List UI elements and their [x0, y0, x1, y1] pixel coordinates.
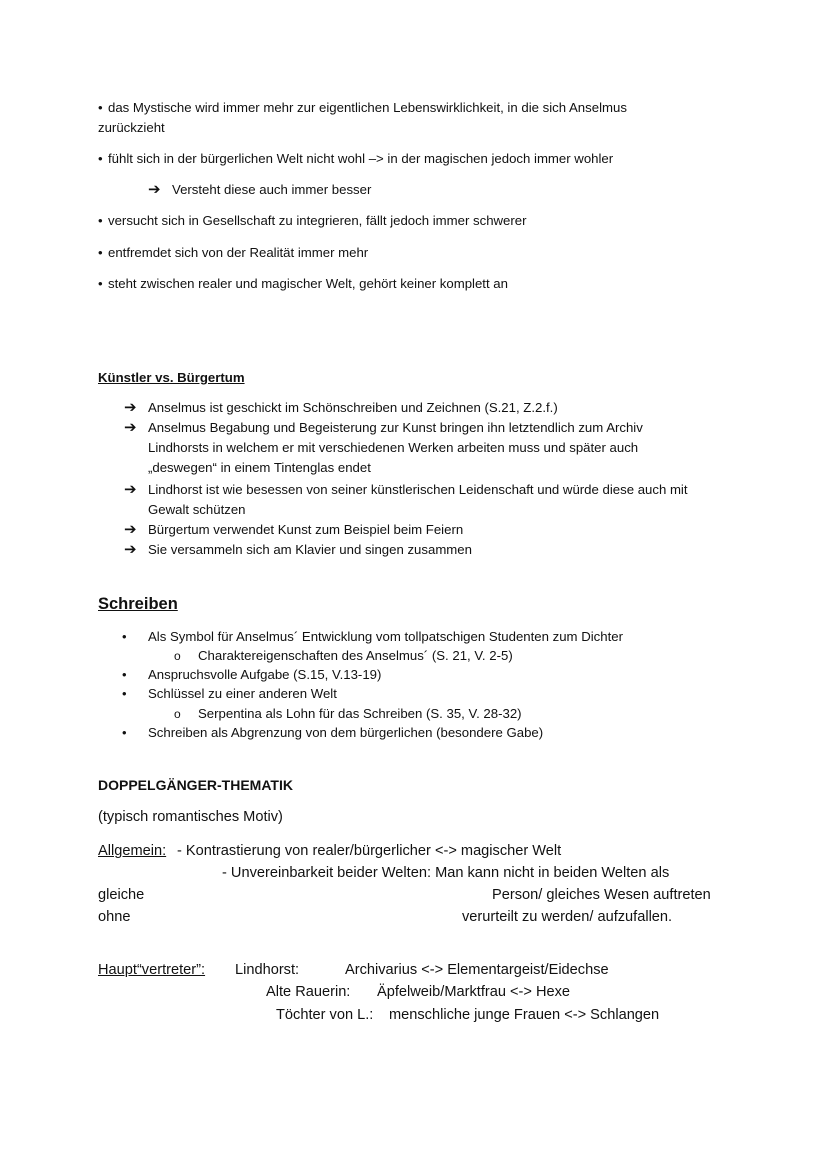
text-verurteilt: verurteilt zu werden/ aufzufallen. [462, 909, 673, 925]
word-ohne: ohne [98, 909, 131, 925]
vertreter-name: Töchter von L.: [276, 1007, 374, 1023]
arrow-right-icon: ➔ [124, 521, 137, 538]
section-heading-doppelgaenger: DOPPELGÄNGER-THEMATIK [98, 777, 293, 793]
arrow-right-icon: ➔ [148, 181, 161, 198]
bullet-circle-icon: o [174, 649, 181, 663]
intro-line-4: versucht sich in Gesellschaft zu integrieren, fällt jedoch immer schwerer [108, 213, 527, 228]
arrow-right-icon: ➔ [124, 419, 137, 436]
intro-line-2: fühlt sich in der bürgerlichen Welt nicht wohl –> in der magischen jedoch immer wohler [108, 151, 614, 166]
intro-line-5: entfremdet sich von der Realität immer mehr [108, 245, 369, 260]
vertreter-name: Alte Rauerin: [266, 984, 351, 1000]
arrow-right-icon: ➔ [124, 481, 137, 498]
schreiben-subline: Serpentina als Lohn für das Schreiben (S. 35, V. 28-32) [198, 706, 522, 721]
arrow-right-icon: ➔ [124, 399, 137, 416]
allgemein-line-2: - Unvereinbarkeit beider Welten: Man kann nicht in beiden Welten als [222, 865, 670, 881]
kuenstler-line: Gewalt schützen [148, 502, 246, 517]
haupt-label: Haupt“vertreter”: [98, 962, 206, 978]
kuenstler-line: „deswegen“ in einem Tintenglas endet [148, 460, 371, 475]
bullet-circle-icon: o [174, 707, 181, 721]
bullet-dot: • [98, 100, 103, 115]
vertreter-value: Archivarius <-> Elementargeist/Eidechse [345, 962, 609, 978]
kuenstler-line: Lindhorst ist wie besessen von seiner künstlerischen Leidenschaft und würde diese auch mit [148, 482, 688, 497]
schreiben-line: Schreiben als Abgrenzung von dem bürgerlichen (besondere Gabe) [148, 725, 544, 740]
bullet-dot: • [98, 213, 103, 228]
bullet-dot: • [98, 151, 103, 166]
arrow-right-icon: ➔ [124, 541, 137, 558]
kuenstler-line: Sie versammeln sich am Klavier und singen zusammen [148, 542, 472, 557]
allgemein-line-1: - Kontrastierung von realer/bürgerlicher <-> magischer Welt [177, 843, 562, 859]
bullet-dot-icon: • [122, 686, 127, 701]
allgemein-label: Allgemein: [98, 843, 167, 859]
word-gleiche: gleiche [98, 887, 145, 903]
vertreter-name: Lindhorst: [235, 962, 300, 978]
vertreter-value: Äpfelweib/Marktfrau <-> Hexe [377, 984, 571, 1000]
bullet-dot: • [98, 245, 103, 260]
schreiben-line: Als Symbol für Anselmus´ Entwicklung vom tollpatschigen Studenten zum Dichter [148, 629, 623, 644]
text-person: Person/ gleiches Wesen auftreten [492, 887, 711, 903]
schreiben-subline: Charaktereigenschaften des Anselmus´ (S. 21, V. 2-5) [198, 648, 513, 663]
section-heading-kuenstler: Künstler vs. Bürgertum [98, 370, 245, 385]
intro-line-3: Versteht diese auch immer besser [172, 182, 372, 197]
kuenstler-line: Lindhorsts in welchem er mit verschiedenen Werken arbeiten muss und später auch [148, 440, 639, 455]
section-heading-schreiben: Schreiben [98, 595, 178, 613]
bullet-dot-icon: • [122, 725, 127, 740]
kuenstler-line: Anselmus ist geschickt im Schönschreiben und Zeichnen (S.21, Z.2.f.) [148, 400, 558, 415]
bullet-dot-icon: • [122, 629, 127, 644]
bullet-dot-icon: • [122, 667, 127, 682]
schreiben-line: Schlüssel zu einer anderen Welt [148, 686, 337, 701]
intro-line-1-cont: zurückzieht [98, 120, 165, 135]
vertreter-value: menschliche junge Frauen <-> Schlangen [389, 1007, 660, 1023]
kuenstler-line: Bürgertum verwendet Kunst zum Beispiel beim Feiern [148, 522, 464, 537]
intro-line-6: steht zwischen realer und magischer Welt, gehört keiner komplett an [108, 276, 508, 291]
schreiben-line: Anspruchsvolle Aufgabe (S.15, V.13-19) [148, 667, 382, 682]
doppel-subtitle: (typisch romantisches Motiv) [98, 809, 283, 825]
intro-line-1: das Mystische wird immer mehr zur eigentlichen Lebenswirklichkeit, in die sich Anselmus [108, 100, 627, 115]
bullet-dot: • [98, 276, 103, 291]
kuenstler-line: Anselmus Begabung und Begeisterung zur Kunst bringen ihn letztendlich zum Archiv [148, 420, 643, 435]
